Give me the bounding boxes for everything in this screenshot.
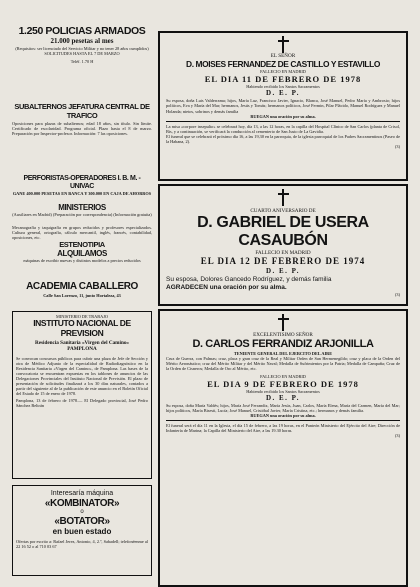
perforistas-amount: GANE 400.000 PESETAS EN BANCA Y 300.000 EN CAJA DE AHORROS	[12, 191, 152, 196]
policias-amount: 21.000 pesetas al mes	[50, 37, 114, 45]
ministerio-header: MINISTERIO DE TRABAJO	[56, 314, 108, 319]
especialidades-ad	[12, 225, 152, 281]
instituto-title: INSTITUTO NACIONAL DE PREVISION	[33, 318, 131, 338]
kombinator-ad	[12, 485, 152, 576]
death-date: EL DIA 9 DE FEBRERO DE 1978	[207, 378, 359, 389]
funeral: El funeral que se celebrará el próximo día 16, a las 19,30 en la parroquia, de la iglesia parroquial de los Padres Sacramentinos (Paseo de la Habana, 2).	[166, 133, 400, 145]
instituto-ad	[12, 311, 152, 479]
residencia: Residencia Sanitaria «Virgen del Camino»	[34, 340, 130, 347]
family: Su esposa, Dolores Gancedo Rodríguez, y demás familia	[166, 276, 332, 284]
perforistas-title: PERFORISTAS-OPERADORES I. B. M. - UNIVAC	[23, 175, 141, 190]
alquilamos-body: máquinas de escribir nuevas y distintos modelos a precios reducidos	[23, 258, 141, 264]
buen-estado: en buen estado	[52, 527, 112, 536]
sacramentos: Habiendo recibido los Santos Sacramentos	[246, 84, 320, 90]
death-date: EL DIA 11 DE FEBRERO DE 1978	[204, 74, 362, 85]
divider	[166, 420, 400, 421]
fallecio: FALLECIO EN MADRID	[255, 250, 311, 257]
sacramentos: Habiendo recibido los Santos Sacramentos	[246, 388, 320, 394]
academia-address: Calle San Lorenzo, 11, junto Hortaleza, 43	[43, 293, 121, 298]
botator: «BOTATOR»	[54, 516, 110, 527]
obituary-moises	[158, 31, 408, 181]
fallecio: FALLECIO EN MADRID	[260, 373, 306, 379]
deceased-name: D. MOISES FERNANDEZ DE CASTILLO Y ESTAVILLO	[186, 59, 380, 70]
policias-body: (Requisitos: ser licenciado del Servicio Militar y no tener 28 años cumplidos) SOLICITUDES HASTA EL 7 DE MARZO	[15, 46, 149, 57]
especialidades-body: Mecanografía y taquigrafía en grupos reducidos y profesores especializados. Cultura general, ortografía, cálculo mercantil, inglés, francés, contabilidad, oposiciones, etc.	[12, 225, 152, 241]
rip: D. E. P.	[265, 267, 301, 276]
kombinator: «KOMBINATOR»	[44, 498, 120, 509]
jefatura-title: SUBALTERNOS JEFATURA CENTRAL DE TRAFICO	[14, 102, 150, 120]
obituary-carlos	[158, 309, 408, 587]
deceased-name: D. GABRIEL DE USERA	[197, 214, 369, 232]
jefatura-body: Oposiciones para plazas de subalternos; edad 18 años, sin título. Sin límite. Certificado de escolaridad. Programa oficial. Plazo hasta el 8 de marzo. Preparación por Inspector-profesor. Información: 7 las oposiciones.	[12, 121, 152, 137]
footer-num: (3)	[394, 144, 400, 150]
jefatura-ad	[12, 103, 152, 175]
classifieds-column	[12, 25, 152, 576]
cross-icon	[277, 36, 290, 53]
death-date: EL DIA 12 DE FEBRERO DE 1974	[200, 256, 366, 267]
policias-ad	[12, 25, 152, 103]
policias-title: 1.250 POLICIAS ARMADOS	[18, 25, 146, 37]
interesaria-text: Interesaría máquina	[50, 490, 114, 497]
ruegan: RUEGAN una oración por su alma.	[250, 412, 316, 418]
family: Su esposa, doña María Valdés; hijos, María José Ferrandiz, María Jesús, Juan, Carlos, María Elena, María del Carmen, María del Mar; hijos políticos, María Bisesti, Lucía; José Manuel, Cristóbal Javier, María Cristina, etc.; hermanos y demás familia.	[166, 402, 400, 413]
ofertas-text: Ofertas por escrito a: Rafael Jerez, Antonio, 4, 2.º, Sabadell; telefonéenme al 22 16 52 o al 710 03 67	[16, 539, 148, 550]
el-senor: EL SEÑOR	[270, 53, 296, 59]
rip: D. E. P.	[265, 89, 301, 98]
ministerios-title: MINISTERIOS	[58, 203, 106, 212]
academia-ad	[12, 281, 152, 311]
estenotipia: ESTENOTIPIA	[59, 240, 105, 250]
rip: D. E. P.	[265, 393, 301, 402]
excmo: EXCELENTISIMO SEÑOR	[253, 332, 313, 338]
city: PAMPLONA	[67, 346, 97, 353]
funeral: El funeral será el día 11 en la Iglesia, el día 15 de febrero, a las 19 horas, en el Panteón Ministerio del Ejército del Aire; Dirección de Infantería de Marina; la Capilla del Ministerio del Aire, a las 19.30 horas.	[166, 423, 400, 434]
academia-title: ACADEMIA CABALLERO	[26, 281, 138, 292]
deceased-name: D. CARLOS FERRANDIZ ARJONILLA	[192, 338, 374, 351]
agradecen: AGRADECEN una oración por su alma.	[166, 284, 287, 292]
perforistas-ad	[12, 175, 152, 203]
fallecio: FALLECIO EN MADRID	[260, 69, 306, 75]
aniversario: CUARTO ANIVERSARIO DE	[250, 208, 316, 214]
misa: La misa «corpore insepulto» se celebrará hoy, día 13, a las 12 horas, en la capilla del Hospital Clínico de San Carlos (planta de Crisol, Bis, y a continuación, se verificará la conducción al cementerio de San Justo de La Gavidia.	[166, 123, 400, 134]
o-text: o	[80, 509, 84, 515]
honors: Cruz de Guerra, con Palmas; cruz, placa y gran cruz de la Real y Militar Orden de San Hermenegildo; cruz y placa de la Orden del Mérito Aeronáutico; cruz del Mérito Militar y del Mérito Naval; Medalla de Sufrimientos por la Patria; Medalla de Campaña; Cruz de la Orden de Cisneros; Medalla de Oro al Mérito, etc.	[166, 356, 400, 372]
alquilamos-title: ALQUILAMOS	[57, 249, 107, 259]
cross-icon	[277, 189, 290, 206]
family: Su esposa, doña Luis Valderrama; hijos, María Luz, Francisco Javier, Ignacio, Blanca, José Manuel, Pedro María y Ambrosio; hijos políticos, Eva y María del Mar; hermanos, Jesús y Tomás; hermanos políticos, José Fermin, Pilar Plácido, Manuel Rodríguez y Manuel Holanda; nietos, sobrinos y demás familia	[166, 98, 400, 114]
footer-num: (3)	[394, 433, 400, 439]
cross-icon	[277, 314, 290, 331]
instituto-sign: Pamplona, 13 de febrero de 1978.— El Delegado provincial, José Pedro Sánchez Beltrán	[16, 398, 148, 409]
deceased-surname: CASAUBÓN	[238, 232, 328, 250]
instituto-body: Se convocan concursos públicos para cubrir una plaza de Jefe de Sección y otra de Médico Adjunto de la especialidad de Radiodiagnóstico en la Residencia Sanitaria «Virgen del Camino», de Pamplona. Las bases de la convocatoria se encuentran expuestas en los tablones de anuncios de las Delegaciones Provinciales del Instituto Nacional de Previsión. El plazo de presentación de solicitudes finalizará a los 30 días naturales, contados a partir del siguiente al de la publicación de este anuncio en el Boletín Oficial del Estado de 15 de enero de 1978.	[16, 355, 148, 397]
ministerios-ad	[12, 203, 152, 225]
rank: TENIENTE GENERAL DEL EJERCITO DEL AIRE	[233, 351, 333, 357]
divider	[166, 121, 400, 122]
obituary-gabriel	[158, 184, 408, 306]
policias-phone: Teléf. 1.70 H	[70, 59, 94, 65]
footer-num: (3)	[394, 292, 400, 298]
ruegan: RUEGAN una oración por su alma.	[250, 113, 316, 119]
ministerios-body: (Auxiliares en Madrid) (Preparación por correspondencia) (Información gratuita)	[12, 212, 152, 217]
